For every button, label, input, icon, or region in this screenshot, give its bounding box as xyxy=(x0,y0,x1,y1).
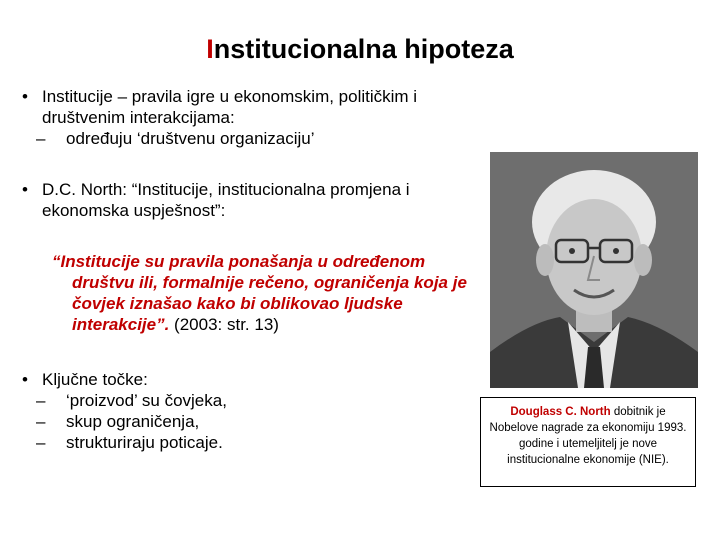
bullet-key-points xyxy=(22,369,482,390)
caption-name: Douglass C. North xyxy=(510,406,611,418)
sub-bullet-text: određuju ‘društvenu organizaciju’ xyxy=(66,129,315,148)
bullet-marker: • xyxy=(22,180,28,199)
bullet-text: Institucije – pravila igre u ekonomskim, političkim i društvenim interakcijama: xyxy=(42,87,418,127)
sub-bullet-text: skup ograničenja, xyxy=(66,412,200,431)
title-first-letter: I xyxy=(206,34,214,64)
quote-text: “Institucije su pravila ponašanja u određenom društvu ili, formalnije rečeno, ograničenja koja je čovjek iznašao kako bi oblikovao ljudske interakcije”. xyxy=(52,252,467,334)
sub-bullet-marker: – xyxy=(36,129,46,148)
bullet-marker: • xyxy=(22,87,28,106)
quote-reference: (2003: str. 13) xyxy=(169,315,279,334)
north-quote xyxy=(52,251,482,335)
sub-bullet-product xyxy=(36,390,482,411)
bullet-north-book xyxy=(22,179,482,221)
title-rest: nstitucionalna hipoteza xyxy=(213,34,514,64)
sub-bullet-constraints xyxy=(36,411,482,432)
sub-bullet-marker: – xyxy=(36,412,46,431)
photo-caption xyxy=(480,397,696,487)
sub-bullet-marker: – xyxy=(36,391,46,410)
sub-bullet-social-organization xyxy=(36,128,482,149)
slide-title xyxy=(0,34,720,65)
caption-text: dobitnik je Nobelove nagrade za ekonomiju 1993. godine i utemeljitelj je nove institucionalne ekonomije (NIE). xyxy=(489,406,687,466)
sub-bullet-text: ‘proizvod’ su čovjeka, xyxy=(66,391,227,410)
bullet-institutions xyxy=(22,86,482,128)
sub-bullet-text: strukturiraju poticaje. xyxy=(66,433,223,452)
portrait-image xyxy=(490,152,698,388)
bullet-text: Ključne točke: xyxy=(42,370,148,389)
portrait-photo xyxy=(490,152,698,388)
sub-bullet-marker: – xyxy=(36,433,46,452)
bullet-text: D.C. North: “Institucije, institucionalna promjena i ekonomska uspješnost”: xyxy=(42,180,410,220)
bullet-marker: • xyxy=(22,370,28,389)
slide-content xyxy=(22,86,482,453)
sub-bullet-incentives xyxy=(36,432,482,453)
